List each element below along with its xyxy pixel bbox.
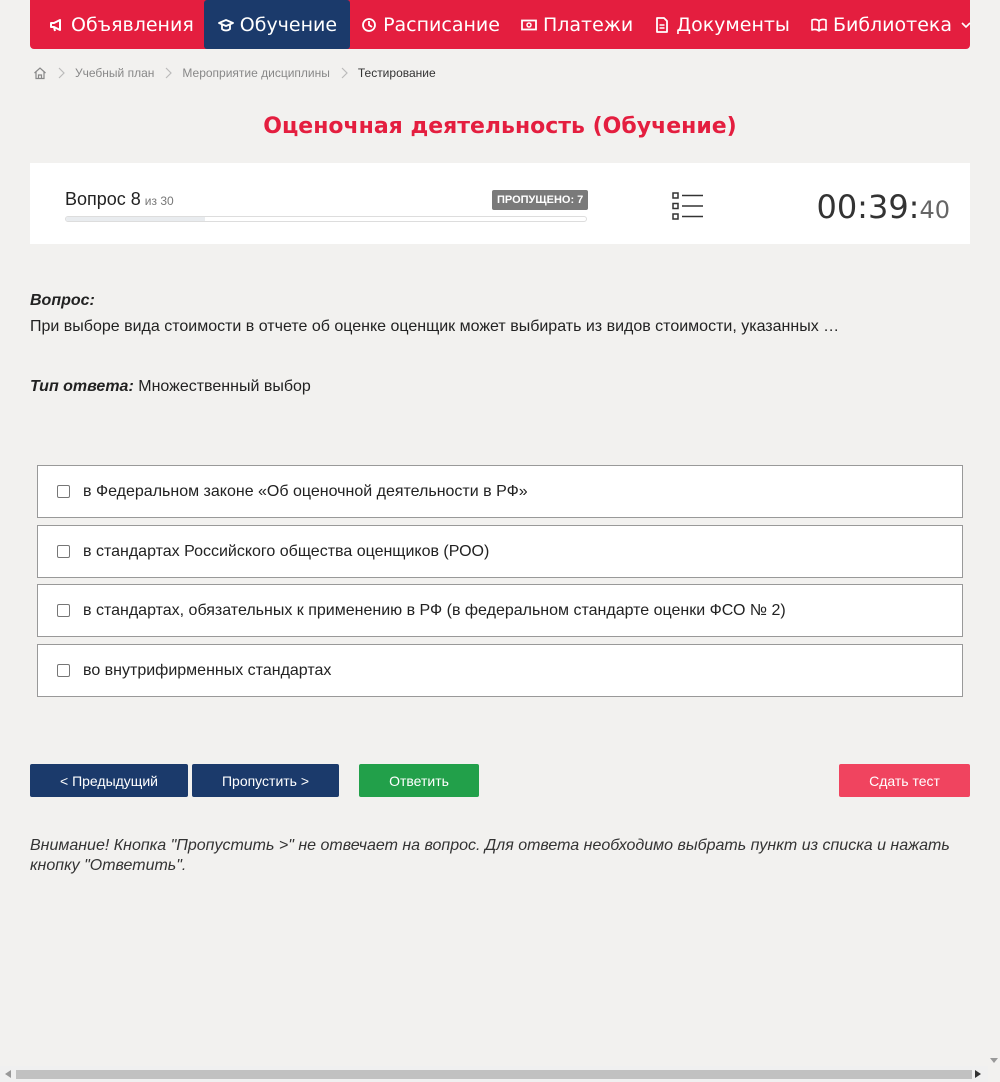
- answer-option-3[interactable]: [37, 584, 963, 637]
- top-navigation: [30, 0, 970, 49]
- scroll-right-arrow-icon[interactable]: [970, 1066, 986, 1082]
- nav-item-documents[interactable]: [643, 0, 800, 49]
- answer-option-4[interactable]: [37, 644, 963, 697]
- nav-item-label: Объявления: [71, 13, 194, 36]
- option-checkbox[interactable]: [57, 604, 70, 617]
- megaphone-icon: [48, 16, 66, 34]
- book-icon: [810, 16, 828, 34]
- document-icon: [653, 16, 671, 34]
- question-text: При выборе вида стоимости в отчете об оценке оценщик может выбирать из видов стоимости, указанных …: [30, 318, 840, 335]
- answer-option-1[interactable]: [37, 465, 963, 518]
- scroll-left-arrow-icon[interactable]: [0, 1066, 16, 1082]
- answer-type-label: Тип ответа:: [30, 378, 134, 395]
- finish-test-button[interactable]: Сдать тест: [839, 764, 970, 797]
- question-number: Вопрос 8: [65, 189, 141, 209]
- clock-icon: [360, 16, 378, 34]
- breadcrumb: [33, 63, 436, 83]
- nav-item-announcements[interactable]: [38, 0, 204, 49]
- progress-fill: [66, 217, 205, 221]
- previous-button[interactable]: < Предыдущий: [30, 764, 188, 797]
- question-total: из 30: [144, 194, 174, 208]
- skipped-badge: ПРОПУЩЕНО: 7: [492, 190, 588, 210]
- money-icon: [520, 16, 538, 34]
- option-checkbox[interactable]: [57, 664, 70, 677]
- graduation-cap-icon: [217, 16, 235, 34]
- scroll-down-arrow-icon[interactable]: [988, 1054, 1000, 1066]
- warning-note: Внимание! Кнопка "Пропустить >" не отвечает на вопрос. Для ответа необходимо выбрать пункт из списка и нажать кнопку "Ответить".: [30, 837, 950, 874]
- question-label: Вопрос:: [30, 292, 95, 309]
- option-label: во внутрифирменных стандартах: [83, 661, 332, 679]
- timer-main: 00:39:: [816, 188, 920, 226]
- nav-item-library[interactable]: [800, 0, 982, 49]
- chevron-down-icon: [960, 19, 972, 31]
- question-status-panel: [30, 163, 970, 244]
- option-label: в стандартах Российского общества оценщиков (РОО): [83, 542, 490, 560]
- chevron-right-icon: [57, 67, 65, 79]
- nav-item-schedule[interactable]: [350, 0, 510, 49]
- timer-seconds: 40: [919, 196, 950, 224]
- chevron-right-icon: [164, 67, 172, 79]
- answer-button[interactable]: Ответить: [359, 764, 479, 797]
- breadcrumb-curriculum[interactable]: Учебный план: [75, 66, 155, 80]
- skip-button[interactable]: Пропустить >: [192, 764, 339, 797]
- nav-item-education[interactable]: [204, 0, 350, 49]
- horizontal-scrollbar[interactable]: [0, 1066, 988, 1082]
- nav-item-payments[interactable]: [510, 0, 643, 49]
- nav-item-label: Библиотека: [832, 13, 953, 36]
- progress-bar: [65, 216, 587, 222]
- answer-option-2[interactable]: [37, 525, 963, 578]
- option-label: в Федеральном законе «Об оценочной деятельности в РФ»: [83, 482, 528, 500]
- nav-item-label: Документы: [676, 13, 790, 36]
- chevron-right-icon: [340, 67, 348, 79]
- answer-type: [30, 378, 311, 396]
- nav-item-label: Обучение: [239, 13, 338, 36]
- timer: [816, 188, 950, 226]
- scrollbar-thumb[interactable]: [16, 1070, 972, 1079]
- breadcrumb-testing: Тестирование: [357, 66, 436, 80]
- home-icon[interactable]: [33, 66, 47, 80]
- breadcrumb-discipline-event[interactable]: Мероприятие дисциплины: [182, 66, 330, 80]
- nav-item-label: Расписание: [383, 13, 500, 36]
- page-title: Оценочная деятельность (Обучение): [263, 114, 737, 139]
- question-list-icon[interactable]: [672, 192, 704, 220]
- nav-item-label: Платежи: [542, 13, 634, 36]
- option-label: в стандартах, обязательных к применению в РФ (в федеральном стандарте оценки ФСО № 2): [83, 601, 786, 619]
- answer-type-value: Множественный выбор: [138, 378, 311, 395]
- option-checkbox[interactable]: [57, 485, 70, 498]
- option-checkbox[interactable]: [57, 545, 70, 558]
- question-counter: [65, 189, 174, 210]
